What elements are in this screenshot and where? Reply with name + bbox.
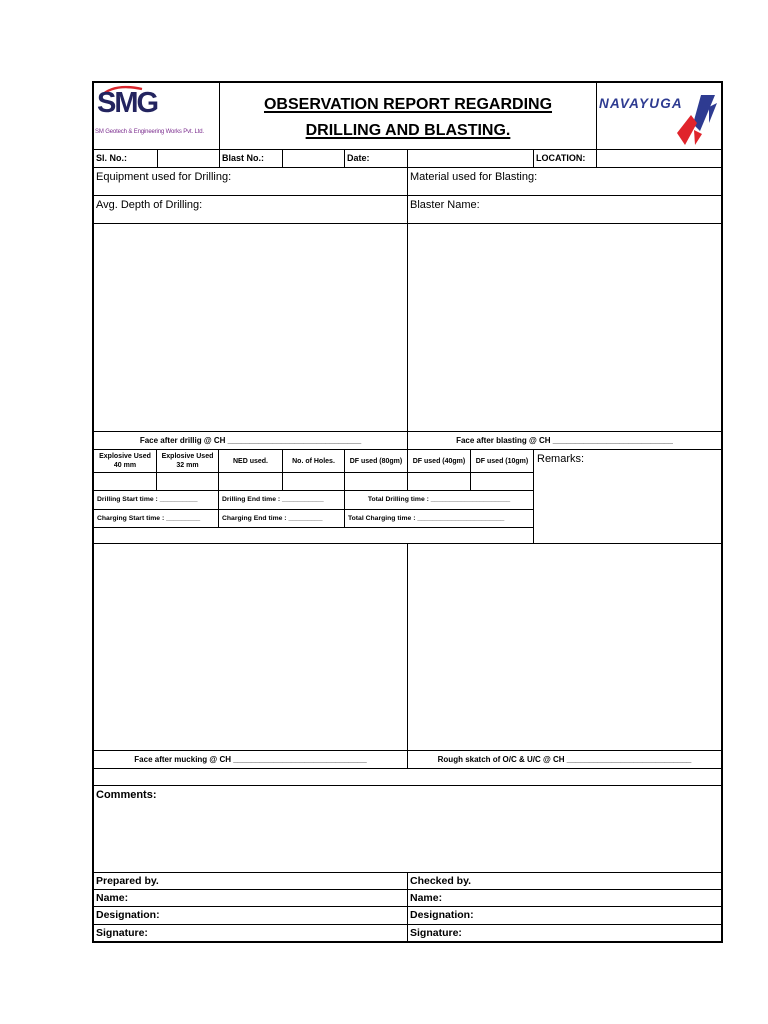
navayuga-logo-text: NAVAYUGA (599, 96, 683, 111)
checked-by-label: Checked by. (407, 872, 722, 890)
avg-depth-field: Avg. Depth of Drilling: (93, 195, 408, 224)
sl-no-value (157, 149, 220, 168)
material-field: Material used for Blasting: (407, 167, 722, 196)
comments-box: Comments: (93, 785, 722, 873)
prepared-designation-label: Designation: (93, 906, 408, 925)
table-cell (407, 472, 471, 491)
prepared-signature-label: Signature: (93, 924, 408, 942)
checked-designation-label: Designation: (407, 906, 722, 925)
checked-signature-label: Signature: (407, 924, 722, 942)
table-cell (218, 472, 283, 491)
date-label: Date: (344, 149, 408, 168)
header-line: 32 mm (176, 462, 199, 469)
smg-company-name: SM Geotech & Engineering Works Pvt. Ltd. (95, 129, 204, 135)
sl-no-label: Sl. No.: (93, 149, 158, 168)
table-cell (156, 472, 219, 491)
header-line: DF used (10gm) (475, 457, 529, 465)
blaster-name-field: Blaster Name: (407, 195, 722, 224)
header-line: DF used (80gm) (349, 457, 403, 465)
table-cell (282, 472, 345, 491)
header-line: No. of Holes. (292, 457, 335, 465)
prepared-by-label: Prepared by. (93, 872, 408, 890)
charging-end-time: Charging End time : _________ (218, 509, 345, 528)
table-header-df-40gm (407, 449, 471, 473)
total-drilling-time: Total Drilling time : _____________________ (344, 490, 534, 510)
date-value (407, 149, 534, 168)
header-line: Explosive Used (161, 453, 214, 460)
report-title-cell (219, 82, 597, 150)
rough-sketch-caption: Rough skatch of O/C & U/C @ CH ____________________________ (407, 750, 722, 769)
report-title-line1: OBSERVATION REPORT REGARDING (263, 96, 553, 113)
prepared-name-label: Name: (93, 889, 408, 907)
blast-no-value (282, 149, 345, 168)
table-header-no-of-holes (282, 449, 345, 473)
face-after-blasting-caption: Face after blasting @ CH ___________________________ (407, 431, 722, 450)
navayuga-emblem-icon (673, 93, 719, 147)
smg-logo-cell (93, 82, 220, 150)
face-after-drilling-caption: Face after drillig @ CH ______________________________ (93, 431, 408, 450)
table-header-explosive-32mm (156, 449, 219, 473)
table-header-df-80gm (344, 449, 408, 473)
checked-name-label: Name: (407, 889, 722, 907)
table-cell (470, 472, 534, 491)
face-after-blasting-sketch-area (407, 223, 722, 432)
table-header-df-10gm (470, 449, 534, 473)
face-after-mucking-caption: Face after mucking @ CH ______________________________ (93, 750, 408, 769)
location-label: LOCATION: (533, 149, 597, 168)
remarks-box: Remarks: (533, 449, 722, 544)
header-line: Explosive Used (99, 453, 151, 460)
rough-sketch-area (407, 543, 722, 751)
table-header-explosive-40mm (93, 449, 157, 473)
location-value (596, 149, 722, 168)
table-blank-row (93, 527, 534, 544)
total-charging-time: Total Charging time : _______________________ (344, 509, 534, 528)
face-after-drilling-sketch-area (93, 223, 408, 432)
face-after-mucking-sketch-area (93, 543, 408, 751)
header-line: DF used (40gm) (412, 457, 466, 465)
smg-logo-letters: SMG (97, 87, 158, 119)
header-line: 40 mm (113, 462, 137, 469)
equipment-field: Equipment used for Drilling: (93, 167, 408, 196)
charging-start-time: Charging Start time : _________ (93, 509, 219, 528)
report-title-line2: DRILLING AND BLASTING. (305, 122, 511, 139)
blast-no-label: Blast No.: (219, 149, 283, 168)
table-cell (344, 472, 408, 491)
blank-row (93, 768, 722, 786)
header-line: NED used. (232, 457, 268, 465)
report-title (220, 83, 596, 144)
table-header-ned-used (218, 449, 283, 473)
drilling-start-time: Drilling Start time : __________ (93, 490, 219, 510)
table-cell (93, 472, 157, 491)
drilling-end-time: Drilling End time : ___________ (218, 490, 345, 510)
navayuga-logo-cell (596, 82, 722, 150)
